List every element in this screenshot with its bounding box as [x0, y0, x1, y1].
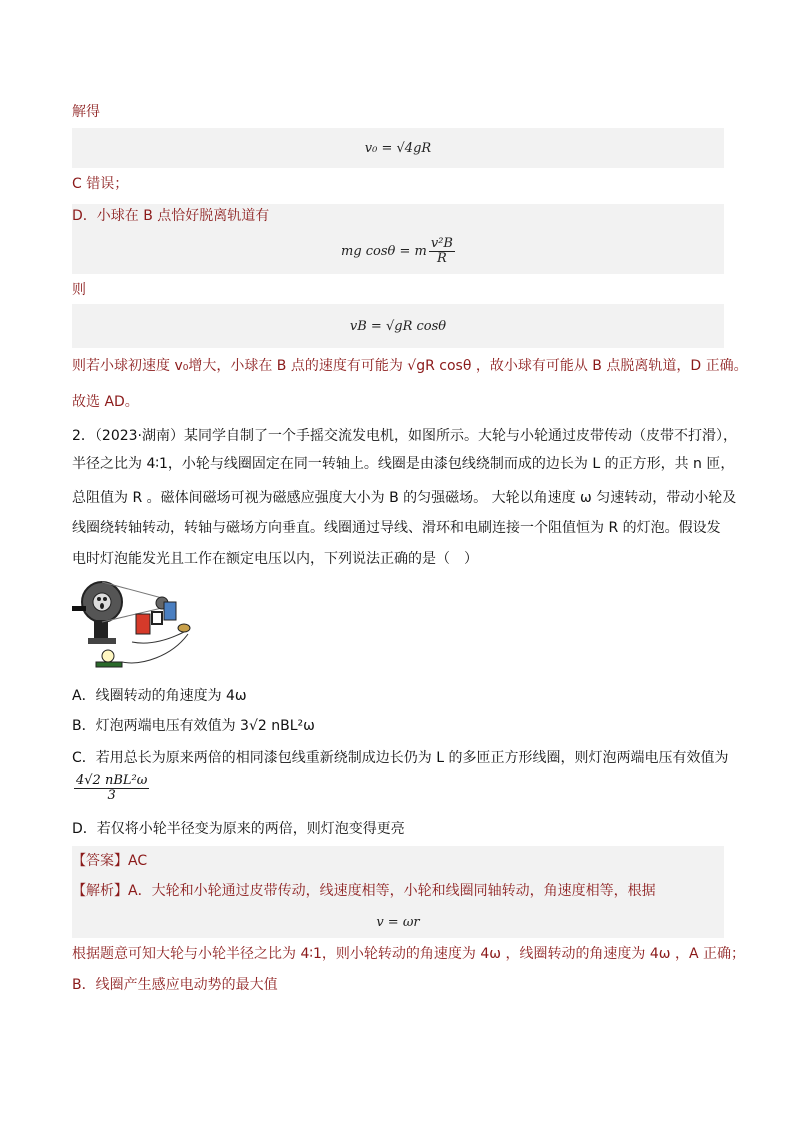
formula-v0-text: v₀ = √4gR — [364, 140, 432, 156]
choose-line: 故选 AD。 — [72, 394, 139, 410]
hand-crank-generator-figure — [72, 576, 198, 672]
option-c-frac-denominator: 3 — [107, 788, 116, 803]
formula-force-fraction — [429, 237, 455, 266]
option-c-frac-numerator: 4√2 nBL²ω — [76, 773, 148, 788]
question-2-line-3: 总阻值为 R 。磁体间磁场可视为磁感应强度大小为 B 的匀强磁场。 大轮以角速度 ω 匀速转动，带动小轮及 — [72, 490, 737, 506]
option-c-frac — [74, 774, 149, 803]
c-wrong-text: C 错误； — [72, 176, 129, 192]
analysis-line-2: 根据题意可知大轮与小轮半径之比为 4∶1，则小轮转动的角速度为 4ω ，线圈转动的角速度为 4ω ，A 正确； — [72, 946, 745, 962]
solve-label: 解得 — [72, 104, 100, 120]
analysis-line: 【解析】A．大轮和小轮通过皮带传动，线速度相等，小轮和线圈同轴转动，角速度相等，根据 — [72, 876, 724, 906]
question-2-line-4: 线圈绕转轴转动，转轴与磁场方向垂直。线圈通过导线、滑环和电刷连接一个阻值恒为 R 的灯泡。假设发 — [72, 520, 721, 536]
question-2-line-5: 电时灯泡能发光且工作在额定电压以内，下列说法正确的是（ ） — [72, 551, 478, 567]
question-2-line-2: 半径之比为 4∶1，小轮与线圈固定在同一转轴上。线圈是由漆包线绕制而成的边长为 L 的正方形，共 n 匝， — [72, 456, 735, 472]
option-b: B．灯泡两端电压有效值为 3√2 nBL²ω — [72, 718, 315, 734]
option-c-line-1: C．若用总长为原来两倍的相同漆包线重新绕制成边长仍为 L 的多匝正方形线圈，则灯泡两端电压有效值为 — [72, 750, 729, 766]
formula-v0 — [72, 128, 724, 168]
formula-vb-text: vB = √gR cosθ — [349, 318, 447, 334]
formula-vb — [72, 304, 724, 348]
d-statement: D．小球在 B 点恰好脱离轨道有 — [72, 204, 724, 228]
formula-force-denominator: R — [437, 250, 447, 266]
conclusion-line: 则若小球初速度 v₀增大，小球在 B 点的速度有可能为 √gR cosθ ，故小球有可能从 B 点脱离轨道，D 正确。 — [72, 358, 748, 374]
formula-v-text: v = ωr — [376, 914, 420, 930]
option-c-fraction — [72, 774, 152, 803]
formula-force-numerator: v²B — [430, 235, 453, 251]
formula-force-text: mg cosθ = m — [341, 243, 427, 259]
answer-line: 【答案】AC — [72, 846, 724, 876]
option-d: D．若仅将小轮半径变为原来的两倍，则灯泡变得更亮 — [72, 821, 405, 837]
formula-force — [72, 228, 724, 274]
option-a: A．线圈转动的角速度为 4ω — [72, 688, 247, 704]
question-2-line-1: 2．（2023·湖南）某同学自制了一个手摇交流发电机，如图所示。大轮与小轮通过皮带传动（皮带不打滑）， — [72, 428, 737, 444]
analysis-line-3: B．线圈产生感应电动势的最大值 — [72, 977, 278, 993]
formula-v — [72, 906, 724, 938]
then-label: 则 — [72, 282, 86, 298]
